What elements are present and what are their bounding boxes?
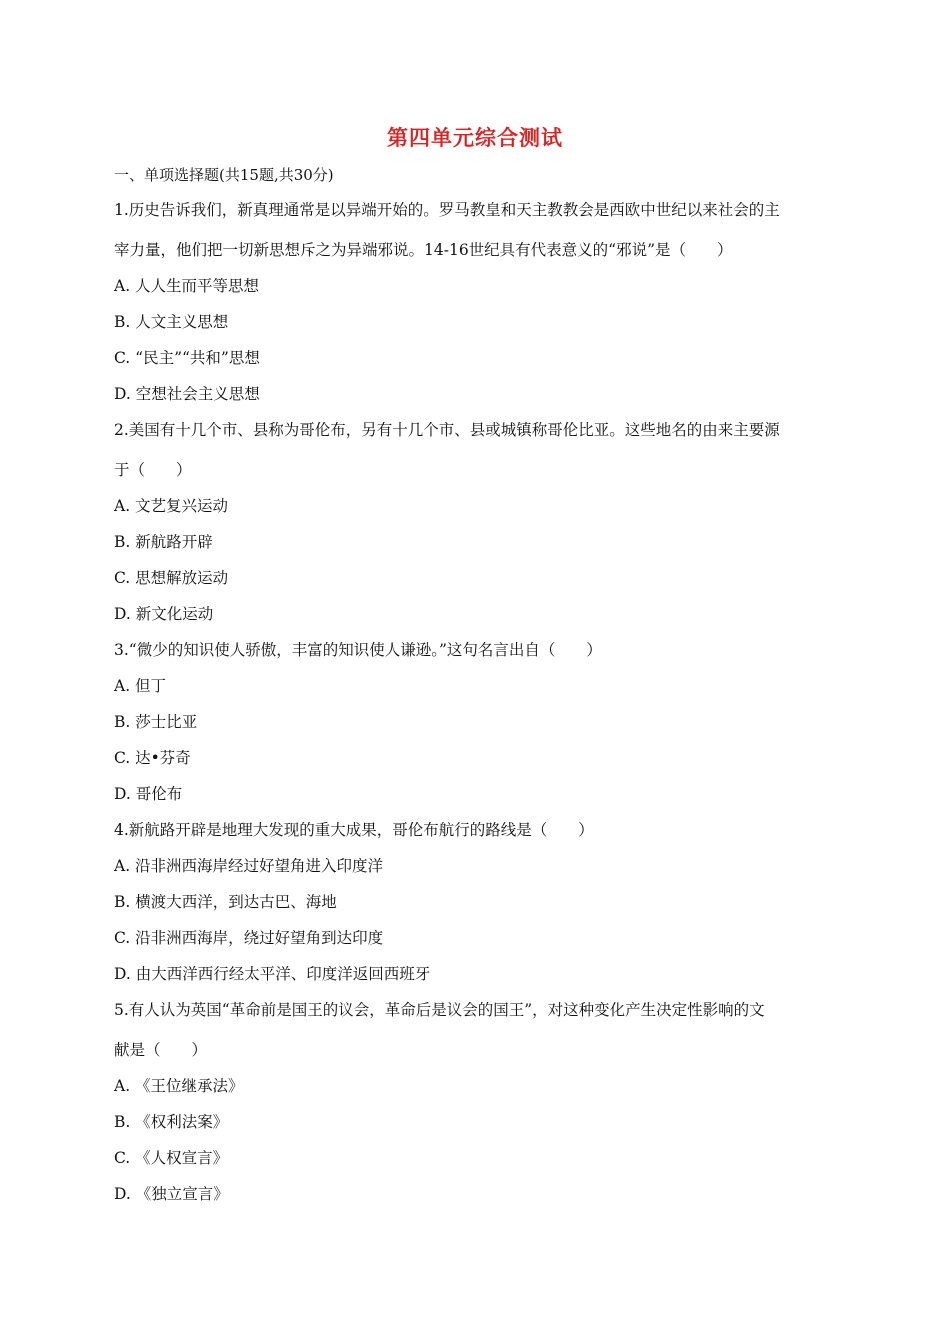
question-5-option-d: D. 《独立宣言》: [114, 1185, 229, 1203]
page-title: 第四单元综合测试: [387, 125, 563, 150]
question-3-option-d: D. 哥伦布: [114, 785, 183, 803]
question-3-option-a: A. 但丁: [114, 677, 167, 695]
question-4-option-c: C. 沿非洲西海岸，绕过好望角到达印度: [114, 929, 384, 947]
question-3-stem: 3.“微少的知识使人骄傲，丰富的知识使人谦逊。”这句名言出自（ ）: [114, 641, 602, 659]
question-5-stem-line-1: 5.有人认为英国“革命前是国王的议会，革命后是议会的国王”，对这种变化产生决定性影响的文: [114, 1001, 765, 1019]
question-2-option-d: D. 新文化运动: [114, 605, 214, 623]
question-2-option-a: A. 文艺复兴运动: [114, 497, 229, 515]
question-4-option-b: B. 横渡大西洋，到达古巴、海地: [114, 893, 337, 911]
question-5-option-b: B. 《权利法案》: [114, 1113, 229, 1131]
question-2-option-c: C. 思想解放运动: [114, 569, 229, 587]
question-1-option-a: A. 人人生而平等思想: [114, 277, 260, 295]
question-1-stem-line-2: 宰力量，他们把一切新思想斥之为异端邪说。14-16世纪具有代表意义的“邪说”是（ ）: [114, 241, 733, 259]
question-1-stem-line-1: 1.历史告诉我们，新真理通常是以异端开始的。罗马教皇和天主教教会是西欧中世纪以来社会的主: [114, 201, 780, 219]
question-4-option-d: D. 由大西洋西行经太平洋、印度洋返回西班牙: [114, 965, 431, 983]
question-2-stem-line-1: 2.美国有十几个市、县称为哥伦布，另有十几个市、县或城镇称哥伦比亚。这些地名的由来主要源: [114, 421, 780, 439]
question-1-option-b: B. 人文主义思想: [114, 313, 229, 331]
section-heading: 一、单项选择题(共15题,共30分): [114, 166, 334, 184]
question-4-option-a: A. 沿非洲西海岸经过好望角进入印度洋: [114, 857, 384, 875]
question-5-stem-line-2: 献是（ ）: [114, 1041, 208, 1059]
question-4-stem: 4.新航路开辟是地理大发现的重大成果，哥伦布航行的路线是（ ）: [114, 821, 594, 839]
question-2-option-b: B. 新航路开辟: [114, 533, 213, 551]
question-3-option-b: B. 莎士比亚: [114, 713, 198, 731]
question-2-stem-line-2: 于（ ）: [114, 461, 192, 479]
question-3-option-c: C. 达•芬奇: [114, 749, 191, 767]
question-5-option-c: C. 《人权宣言》: [114, 1149, 229, 1167]
question-1-option-c: C. “民主”“共和”思想: [114, 349, 260, 367]
question-1-option-d: D. 空想社会主义思想: [114, 385, 260, 403]
question-5-option-a: A. 《王位继承法》: [114, 1077, 244, 1095]
